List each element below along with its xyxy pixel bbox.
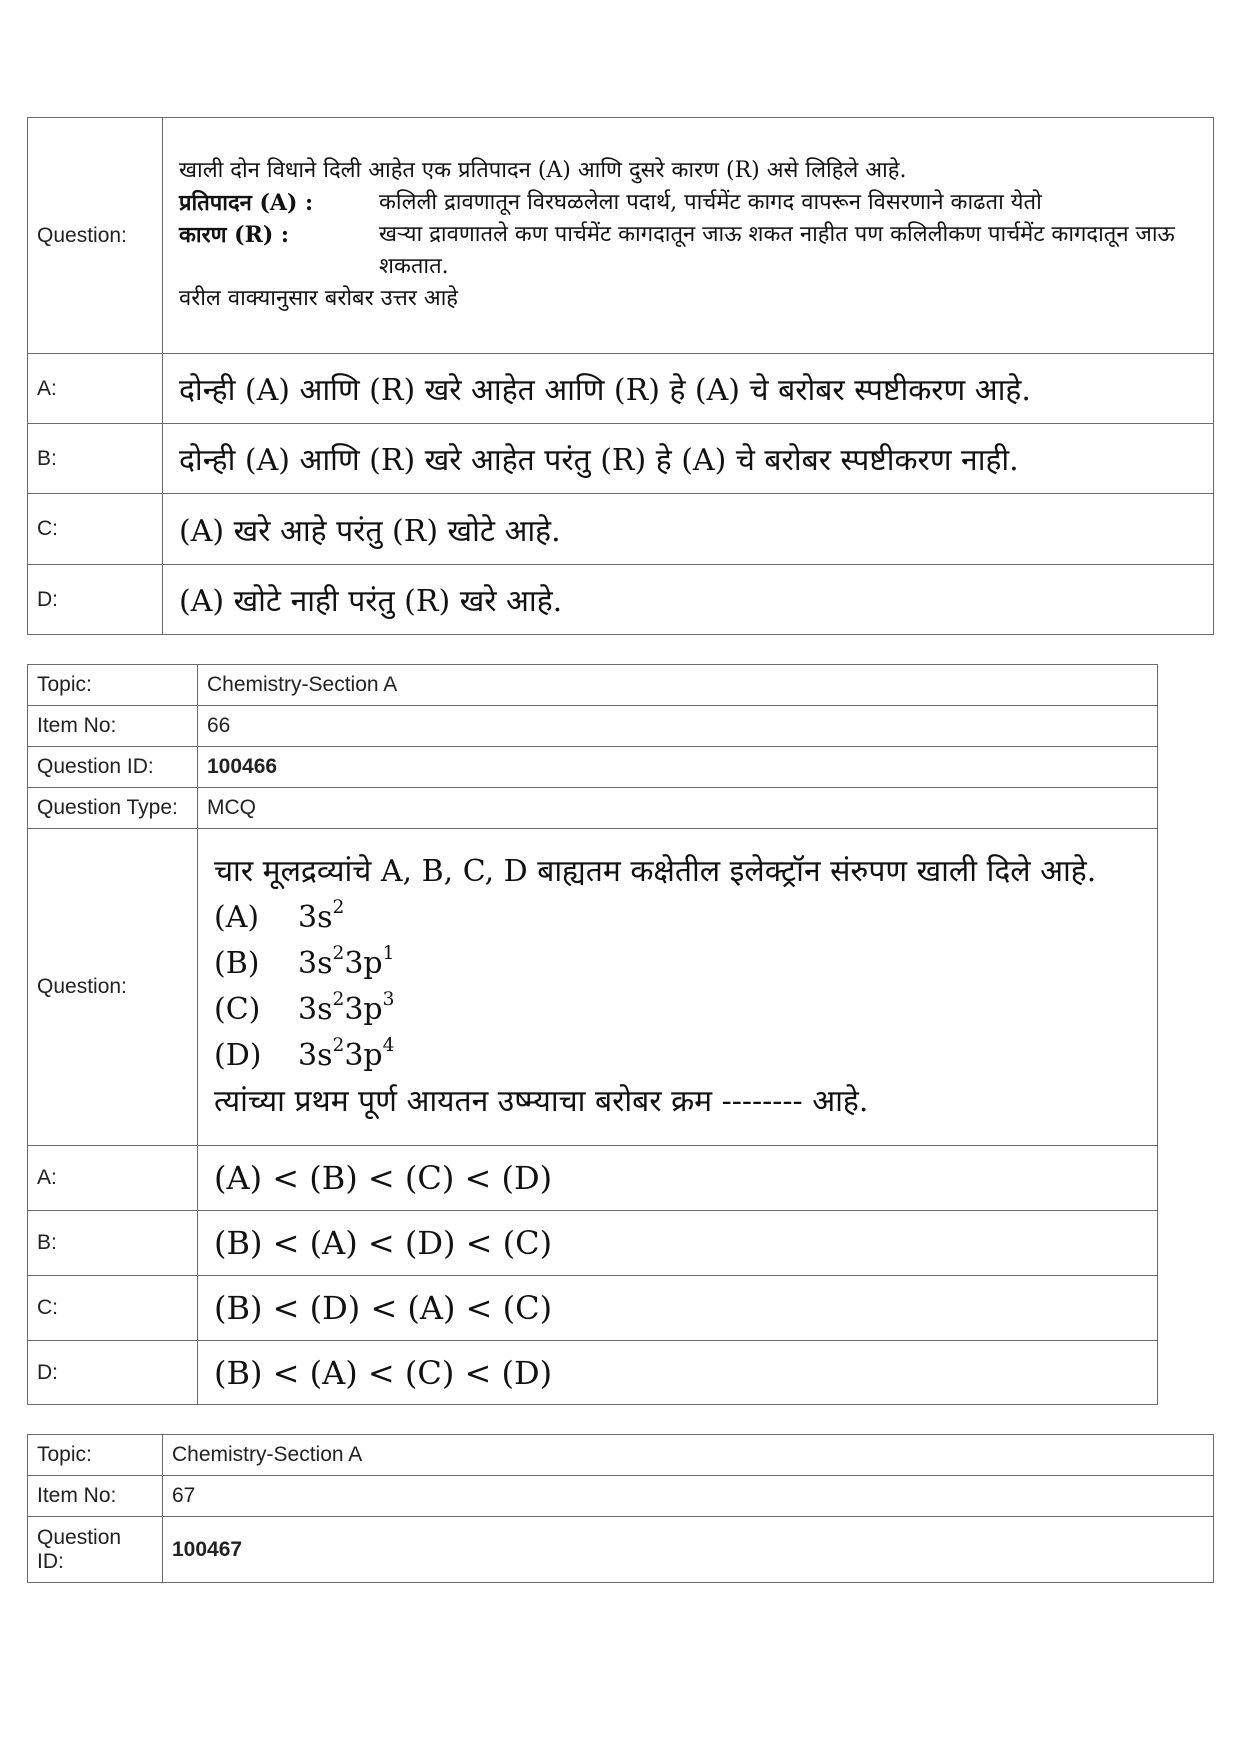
question-row [28,829,1158,1146]
question-type-label: Question Type: [28,788,198,829]
item-value: 66 [198,706,1158,747]
option-label: C: [28,1276,198,1341]
question-table-65 [27,117,1214,635]
item-label: Item No: [28,1476,163,1517]
reason-text: खऱ्या द्रावणातले कण पार्चमेंट कागदातून जाऊ शकत नाहीत पण कलिलीकण पार्चमेंट कागदातून जाऊ शकतात. [379,221,1175,279]
question-label: Question: [28,118,163,354]
config-row-d [214,1033,1143,1079]
option-label: D: [28,565,163,635]
question-row [28,118,1214,354]
option-text: दोन्ही (A) आणि (R) खरे आहेत परंतु (R) हे (A) चे बरोबर स्पष्टीकरण नाही. [163,424,1214,494]
option-row-b [28,424,1214,494]
topic-label: Topic: [28,665,198,706]
question-id-value: 100467 [163,1517,1214,1583]
option-label: C: [28,494,163,565]
option-row-d [28,1341,1158,1405]
option-text: (B) < (D) < (A) < (C) [198,1276,1158,1341]
reason-tag: कारण (R) : [179,221,290,248]
question-body [198,829,1158,1146]
config-label: (A) [214,900,260,935]
config-value: $3s^23p^3$ [298,989,395,1027]
topic-row [28,1435,1214,1476]
question-id-label: Question ID: [28,1517,163,1583]
question-type-value: MCQ [198,788,1158,829]
question-closing: त्यांच्या प्रथम पूर्ण आयतन उष्म्याचा बरोबर क्रम -------- आहे. [214,1084,869,1119]
option-row-c [28,494,1214,565]
config-value: $3s^23p^1$ [298,943,395,981]
item-label: Item No: [28,706,198,747]
question-id-row [28,747,1158,788]
option-label: B: [28,1211,198,1276]
option-text: (A) खोटे नाही परंतु (R) खरे आहे. [163,565,1214,635]
option-label: B: [28,424,163,494]
assertion-text: कलिली द्रावणातून विरघळलेला पदार्थ, पार्चमेंट कागद वापरून विसरणाने काढता येतो [379,189,1042,215]
option-text: दोन्ही (A) आणि (R) खरे आहेत आणि (R) हे (A) चे बरोबर स्पष्टीकरण आहे. [163,354,1214,424]
option-text: (B) < (A) < (D) < (C) [198,1211,1158,1276]
config-label: (B) [214,946,260,981]
topic-value: Chemistry-Section A [163,1435,1214,1476]
config-label: (C) [214,992,261,1027]
assertion-row [179,187,1199,219]
option-row-d [28,565,1214,635]
reason-row [179,219,1199,283]
config-label: (D) [214,1038,262,1073]
assertion-tag: प्रतिपादन (A) : [179,189,314,216]
question-type-row [28,788,1158,829]
item-value: 67 [163,1476,1214,1517]
option-row-a [28,354,1214,424]
config-value: $3s^23p^4$ [298,1035,395,1073]
question-intro: खाली दोन विधाने दिली आहेत एक प्रतिपादन (A) आणि दुसरे कारण (R) असे लिहिले आहे. [179,157,907,183]
option-text: (A) खरे आहे परंतु (R) खोटे आहे. [163,494,1214,565]
question-intro: चार मूलद्रव्यांचे A, B, C, D बाह्यतम कक्षेतील इलेक्ट्रॉन संरुपण खाली दिले आहे. [214,854,1097,889]
topic-label: Topic: [28,1435,163,1476]
question-id-value: 100466 [198,747,1158,788]
option-label: A: [28,1146,198,1211]
option-row-c [28,1276,1158,1341]
question-label: Question: [28,829,198,1146]
topic-value: Chemistry-Section A [198,665,1158,706]
config-row-c [214,987,1143,1033]
item-row [28,706,1158,747]
question-closing: वरील वाक्यानुसार बरोबर उत्तर आहे [179,285,458,311]
option-text: (A) < (B) < (C) < (D) [198,1146,1158,1211]
question-body [163,118,1214,354]
config-row-a [214,895,1143,941]
option-label: D: [28,1341,198,1405]
question-id-label: Question ID: [28,747,198,788]
option-row-a [28,1146,1158,1211]
topic-row [28,665,1158,706]
option-label: A: [28,354,163,424]
config-value: $3s^2$ [298,897,345,935]
question-table-67 [27,1434,1214,1583]
config-row-b [214,941,1143,987]
item-row [28,1476,1214,1517]
question-id-row [28,1517,1214,1583]
option-row-b [28,1211,1158,1276]
option-text: (B) < (A) < (C) < (D) [198,1341,1158,1405]
question-table-66 [27,664,1158,1405]
